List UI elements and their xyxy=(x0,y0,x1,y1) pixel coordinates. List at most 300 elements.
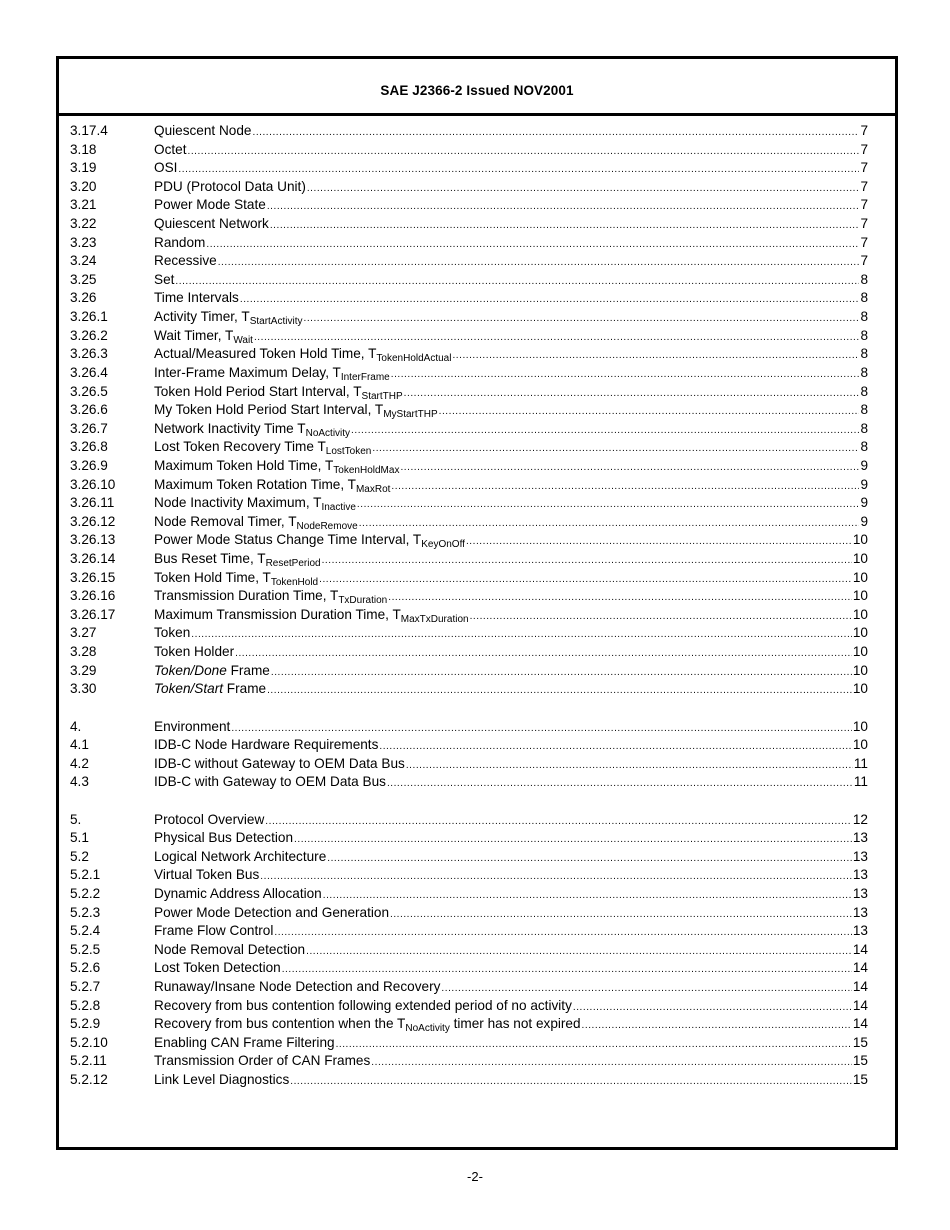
toc-entry-title xyxy=(154,1071,289,1090)
toc-entry[interactable] xyxy=(70,606,868,625)
toc-entry-number: 3.26.1 xyxy=(70,309,108,325)
toc-dot-leader xyxy=(218,254,860,273)
toc-entry[interactable] xyxy=(70,959,868,978)
toc-entry-title xyxy=(154,959,281,978)
toc-entry-number: 3.30 xyxy=(70,681,97,697)
toc-entry-title-text: Runaway/Insane Node Detection and Recovery xyxy=(154,979,441,995)
toc-entry-number: 4.3 xyxy=(70,774,89,790)
toc-entry-page: 7 xyxy=(860,160,868,176)
toc-dot-leader xyxy=(252,124,859,143)
toc-entry-title xyxy=(154,215,269,234)
toc-entry-title-italic: Token/Done xyxy=(154,662,227,678)
toc-dot-leader xyxy=(274,924,852,943)
toc-entry-title xyxy=(154,773,386,792)
toc-entry-title xyxy=(154,345,451,366)
toc-entry-number: 3.26.7 xyxy=(70,420,108,436)
toc-entry[interactable] xyxy=(70,327,868,346)
toc-entry-title-text: Virtual Token Bus xyxy=(154,867,260,883)
toc-entry-number: 3.20 xyxy=(70,178,97,194)
toc-entry-title xyxy=(154,1052,370,1071)
toc-entry-page: 13 xyxy=(852,904,868,920)
toc-entry-title xyxy=(154,922,273,941)
toc-entry-number: 4.1 xyxy=(70,737,89,753)
toc-entry-title xyxy=(154,178,306,197)
toc-entry[interactable] xyxy=(70,662,868,681)
toc-entry-title xyxy=(154,457,399,478)
toc-entry[interactable] xyxy=(70,420,868,439)
toc-entry[interactable] xyxy=(70,978,868,997)
toc-entry-title xyxy=(154,866,259,885)
toc-entry[interactable] xyxy=(70,550,868,569)
toc-entry-number: 3.26.12 xyxy=(70,513,116,529)
toc-entry[interactable] xyxy=(70,885,868,904)
toc-dot-leader xyxy=(336,1036,852,1055)
toc-dot-leader xyxy=(270,217,860,236)
toc-entry-number: 3.26.17 xyxy=(70,606,116,622)
toc-entry-title-text: Maximum Transmission Duration Time, T xyxy=(154,606,401,622)
toc-entry[interactable] xyxy=(70,587,868,606)
toc-entry-title xyxy=(154,811,264,830)
toc-entry-title-text: Transmission Duration Time, T xyxy=(154,588,339,604)
toc-dot-leader xyxy=(260,868,852,887)
toc-dot-leader xyxy=(267,682,852,701)
toc-entry-page: 8 xyxy=(860,346,868,362)
toc-entry-title-text: Transmission Order of CAN Frames xyxy=(154,1053,371,1069)
toc-entry-title xyxy=(154,904,389,923)
toc-entry-number: 5.2.1 xyxy=(70,867,101,883)
toc-entry-page: 14 xyxy=(852,960,868,976)
toc-entry-title xyxy=(154,848,326,867)
toc-entry-number: 3.26.2 xyxy=(70,327,108,343)
toc-entry-title-text: IDB-C with Gateway to OEM Data Bus xyxy=(154,774,386,790)
toc-entry-page: 10 xyxy=(852,532,868,548)
toc-entry-number: 5.1 xyxy=(70,830,89,846)
toc-entry-number: 3.26 xyxy=(70,290,97,306)
toc-entry-title xyxy=(154,978,440,997)
toc-entry-title xyxy=(154,885,322,904)
toc-entry-number: 3.26.15 xyxy=(70,569,116,585)
toc-entry-number: 3.26.11 xyxy=(70,495,115,511)
toc-entry-title-text: Power Mode Status Change Time Interval, T xyxy=(154,532,422,548)
toc-entry-page: 13 xyxy=(852,923,868,939)
toc-dot-leader xyxy=(452,347,859,366)
toc-entry-page: 7 xyxy=(860,197,868,213)
toc-entry-number: 4.2 xyxy=(70,755,89,771)
toc-entry[interactable] xyxy=(70,196,868,215)
toc-entry-subscript: LostToken xyxy=(325,446,372,458)
toc-entry-subscript: StartActivity xyxy=(249,316,303,328)
toc-dot-leader xyxy=(390,906,852,925)
toc-entry-subscript: NoActivity xyxy=(305,427,351,439)
toc-entry[interactable] xyxy=(70,736,868,755)
toc-dot-leader xyxy=(271,664,852,683)
toc-entry-subscript: TokenHoldActual xyxy=(376,353,452,365)
toc-entry-subscript: MaxTxDuration xyxy=(400,613,469,625)
toc-entry-title-text: Set xyxy=(154,271,175,287)
toc-entry-subscript: Inactive xyxy=(321,502,356,514)
toc-dot-leader xyxy=(466,533,852,552)
toc-entry-subscript: MyStartTHP xyxy=(383,409,438,421)
toc-entry-page: 10 xyxy=(852,681,868,697)
toc-entry-page: 8 xyxy=(860,271,868,287)
toc-entry[interactable] xyxy=(70,904,868,923)
toc-entry-title-text: Power Mode State xyxy=(154,197,266,213)
toc-entry-page: 10 xyxy=(852,569,868,585)
toc-entry-title-text: Enabling CAN Frame Filtering xyxy=(154,1034,335,1050)
toc-entry-title xyxy=(154,1015,581,1036)
toc-entry[interactable] xyxy=(70,215,868,234)
toc-entry-title-text: Inter-Frame Maximum Delay, T xyxy=(154,364,341,380)
toc-entry-subscript: Wait xyxy=(233,334,253,346)
toc-entry-number: 5.2 xyxy=(70,848,89,864)
toc-dot-leader xyxy=(387,775,853,794)
toc-entry-page: 15 xyxy=(852,1072,868,1088)
toc-entry-title xyxy=(154,587,387,608)
toc-entry[interactable] xyxy=(70,122,868,141)
toc-entry-number: 3.22 xyxy=(70,216,97,232)
toc-entry-number: 3.26.13 xyxy=(70,532,116,548)
toc-dot-leader xyxy=(323,887,852,906)
toc-entry-title xyxy=(154,159,177,178)
toc-entry-title-text: Node Removal Detection xyxy=(154,941,306,957)
document-title: SAE J2366-2 Issued NOV2001 xyxy=(380,82,574,98)
toc-entry[interactable] xyxy=(70,401,868,420)
toc-dot-leader xyxy=(307,180,860,199)
toc-dot-leader xyxy=(357,496,860,515)
toc-entry-number: 5.2.12 xyxy=(70,1072,108,1088)
toc-dot-leader xyxy=(391,366,860,385)
toc-entry[interactable] xyxy=(70,308,868,327)
toc-entry-title xyxy=(154,755,405,774)
toc-dot-leader xyxy=(573,999,852,1018)
toc-entry-title-text: Token Holder xyxy=(154,644,235,660)
toc-entry[interactable] xyxy=(70,476,868,495)
toc-entry[interactable] xyxy=(70,383,868,402)
toc-entry-subscript: MaxRot xyxy=(355,483,391,495)
toc-entry-title-text: Maximum Token Rotation Time, T xyxy=(154,476,356,492)
toc-entry-page: 10 xyxy=(852,644,868,660)
toc-entry[interactable] xyxy=(70,159,868,178)
toc-entry-page: 14 xyxy=(852,941,868,957)
toc-entry-number: 5.2.7 xyxy=(70,979,101,995)
toc-entry-page: 10 xyxy=(852,737,868,753)
toc-entry-title-text: PDU (Protocol Data Unit) xyxy=(154,178,306,194)
toc-entry-title xyxy=(154,941,305,960)
toc-entry-number: 3.26.4 xyxy=(70,364,108,380)
toc-entry-title-text: Actual/Measured Token Hold Time, T xyxy=(154,346,377,362)
toc-entry[interactable] xyxy=(70,234,868,253)
toc-dot-leader xyxy=(327,850,852,869)
toc-entry[interactable] xyxy=(70,271,868,290)
toc-entry-page: 9 xyxy=(860,513,868,529)
toc-entry-number: 3.26.14 xyxy=(70,551,116,567)
toc-entry[interactable] xyxy=(70,624,868,643)
toc-dot-leader xyxy=(379,738,851,757)
toc-entry-number: 3.26.10 xyxy=(70,476,116,492)
toc-entry-title-text: Quiescent Network xyxy=(154,216,269,232)
toc-dot-leader xyxy=(400,459,859,478)
toc-entry-title xyxy=(154,606,469,627)
toc-entry-number: 3.26.16 xyxy=(70,588,116,604)
toc-gap xyxy=(70,792,868,811)
toc-entry-page: 10 xyxy=(852,662,868,678)
toc-entry-page: 14 xyxy=(852,979,868,995)
toc-entry-title-text: Dynamic Address Allocation xyxy=(154,885,322,901)
toc-entry-title xyxy=(154,1034,335,1053)
toc-entry[interactable] xyxy=(70,531,868,550)
toc-entry-title xyxy=(154,308,302,329)
toc-entry-title-text: Time Intervals xyxy=(154,290,239,306)
toc-entry-title-text: Wait Timer, T xyxy=(154,327,234,343)
toc-entry-title xyxy=(154,736,378,755)
toc-entry-page: 10 xyxy=(852,606,868,622)
toc-entry-title-text: Lost Token Recovery Time T xyxy=(154,439,326,455)
toc-entry-page: 12 xyxy=(852,811,868,827)
table-of-contents xyxy=(70,122,868,1090)
toc-entry[interactable] xyxy=(70,513,868,532)
toc-entry-number: 5.2.6 xyxy=(70,960,101,976)
toc-entry-title xyxy=(154,289,239,308)
toc-entry-page: 7 xyxy=(860,178,868,194)
toc-entry[interactable] xyxy=(70,178,868,197)
toc-entry-number: 3.26.3 xyxy=(70,346,108,362)
toc-entry-title-text: IDB-C Node Hardware Requirements xyxy=(154,737,379,753)
toc-entry-number: 5.2.5 xyxy=(70,941,101,957)
toc-entry-subscript: StartTHP xyxy=(361,390,403,402)
toc-entry-page: 10 xyxy=(852,625,868,641)
toc-entry-number: 3.26.6 xyxy=(70,402,108,418)
toc-entry-title-text: Random xyxy=(154,234,206,250)
toc-entry[interactable] xyxy=(70,848,868,867)
toc-dot-leader xyxy=(191,626,852,645)
toc-entry-page: 8 xyxy=(860,402,868,418)
toc-entry-number: 3.19 xyxy=(70,160,97,176)
toc-entry-page: 9 xyxy=(860,495,868,511)
toc-entry-title-text: Recovery from bus contention following extended period of no activity xyxy=(154,997,572,1013)
toc-entry[interactable] xyxy=(70,718,868,737)
toc-entry-number: 3.26.8 xyxy=(70,439,108,455)
toc-entry-page: 7 xyxy=(860,234,868,250)
toc-entry-title xyxy=(154,420,350,441)
toc-entry[interactable] xyxy=(70,773,868,792)
toc-entry-title-text: Frame Flow Control xyxy=(154,923,274,939)
toc-entry[interactable] xyxy=(70,941,868,960)
toc-entry[interactable] xyxy=(70,141,868,160)
toc-entry-number: 5.2.11 xyxy=(70,1053,107,1069)
toc-entry[interactable] xyxy=(70,1034,868,1053)
toc-entry[interactable] xyxy=(70,643,868,662)
toc-entry-number: 5.2.3 xyxy=(70,904,101,920)
toc-entry[interactable] xyxy=(70,364,868,383)
toc-entry-number: 3.25 xyxy=(70,271,97,287)
toc-entry-subscript: KeyOnOff xyxy=(421,539,465,551)
toc-entry-title-text: Logical Network Architecture xyxy=(154,848,327,864)
toc-entry[interactable] xyxy=(70,811,868,830)
toc-entry-title-text: Token xyxy=(154,625,191,641)
toc-entry-page: 10 xyxy=(852,588,868,604)
toc-entry-title xyxy=(154,476,390,497)
toc-entry-page: 7 xyxy=(860,216,868,232)
toc-entry-title xyxy=(154,997,572,1016)
toc-dot-leader xyxy=(206,236,859,255)
toc-dot-leader xyxy=(406,757,853,776)
toc-entry-page: 9 xyxy=(860,457,868,473)
toc-entry-page: 14 xyxy=(852,1016,868,1032)
toc-entry[interactable] xyxy=(70,252,868,271)
toc-entry-title xyxy=(154,252,217,271)
toc-dot-leader xyxy=(235,645,852,664)
toc-entry[interactable] xyxy=(70,829,868,848)
toc-entry-title xyxy=(154,401,438,422)
toc-entry-page: 13 xyxy=(852,830,868,846)
toc-entry[interactable] xyxy=(70,755,868,774)
toc-entry-number: 5.2.8 xyxy=(70,997,101,1013)
toc-entry-page: 11 xyxy=(853,774,868,790)
toc-entry-title-text: Bus Reset Time, T xyxy=(154,551,266,567)
toc-entry-title-text: Node Inactivity Maximum, T xyxy=(154,495,322,511)
toc-dot-leader xyxy=(265,813,852,832)
toc-entry-number: 3.23 xyxy=(70,234,97,250)
toc-entry-number: 3.28 xyxy=(70,644,97,660)
document-header xyxy=(59,59,895,116)
toc-entry-number: 3.26.9 xyxy=(70,457,108,473)
toc-dot-leader xyxy=(391,478,859,497)
toc-entry-subscript: TokenHoldMax xyxy=(333,464,400,476)
toc-entry-page: 8 xyxy=(860,364,868,380)
toc-entry-number: 3.17.4 xyxy=(70,123,108,138)
toc-entry-page: 7 xyxy=(860,253,868,269)
toc-entry[interactable] xyxy=(70,345,868,364)
toc-entry-title xyxy=(154,680,266,699)
toc-entry-title xyxy=(154,383,403,404)
toc-entry-title-text: Frame xyxy=(226,662,270,678)
toc-entry-title xyxy=(154,718,230,737)
toc-entry-title xyxy=(154,141,186,160)
toc-dot-leader xyxy=(404,385,860,404)
toc-entry-subscript: ResetPeriod xyxy=(265,558,321,570)
toc-entry-number: 5.2.2 xyxy=(70,885,101,901)
toc-entry[interactable] xyxy=(70,569,868,588)
toc-entry-title-text: Recessive xyxy=(154,253,217,269)
toc-entry-title xyxy=(154,531,465,552)
toc-entry[interactable] xyxy=(70,1071,868,1090)
toc-dot-leader xyxy=(372,440,859,459)
toc-entry-title-italic: Token/Start xyxy=(154,681,224,697)
toc-entry-title-text: Protocol Overview xyxy=(154,811,265,827)
toc-entry-title-text: Lost Token Detection xyxy=(154,960,281,976)
toc-entry-title xyxy=(154,271,174,290)
toc-entry-title xyxy=(154,829,293,848)
toc-entry-title-text: Link Level Diagnostics xyxy=(154,1072,290,1088)
toc-entry-number: 3.21 xyxy=(70,197,97,213)
toc-entry-page: 9 xyxy=(860,476,868,492)
toc-entry-number: 5.2.4 xyxy=(70,923,101,939)
page-number: -2- xyxy=(467,1169,483,1184)
toc-entry[interactable] xyxy=(70,866,868,885)
toc-entry-title xyxy=(154,550,321,571)
page-frame xyxy=(56,56,898,1150)
toc-entry-number: 3.26.5 xyxy=(70,383,108,399)
toc-entry-page: 14 xyxy=(852,997,868,1013)
toc-dot-leader xyxy=(303,310,859,329)
toc-dot-leader xyxy=(322,552,852,571)
toc-entry-page: 13 xyxy=(852,867,868,883)
toc-dot-leader xyxy=(187,143,859,162)
toc-entry-title-text: Quiescent Node xyxy=(154,123,252,138)
toc-entry-title-text: Recovery from bus contention when the T xyxy=(154,1016,406,1032)
toc-entry-title xyxy=(154,569,318,590)
toc-entry[interactable] xyxy=(70,997,868,1016)
toc-entry-page: 8 xyxy=(860,309,868,325)
toc-entry-page: 11 xyxy=(853,755,868,771)
toc-entry-title-text: Power Mode Detection and Generation xyxy=(154,904,390,920)
toc-entry[interactable] xyxy=(70,680,868,699)
toc-entry-number: 4. xyxy=(70,718,82,734)
toc-entry[interactable] xyxy=(70,494,868,513)
toc-entry-page: 7 xyxy=(860,141,868,157)
toc-entry-subscript: InterFrame xyxy=(340,371,390,383)
toc-entry-title xyxy=(154,494,356,515)
toc-entry[interactable] xyxy=(70,922,868,941)
toc-entry-title-text: Octet xyxy=(154,141,187,157)
toc-entry-page: 8 xyxy=(860,290,868,306)
toc-dot-leader xyxy=(306,943,852,962)
toc-entry-page: 10 xyxy=(852,551,868,567)
toc-entry-subscript: NodeRemove xyxy=(296,520,358,532)
toc-entry[interactable] xyxy=(70,438,868,457)
toc-entry-title-text: Token Hold Time, T xyxy=(154,569,271,585)
toc-entry-title-text: OSI xyxy=(154,160,178,176)
toc-entry-title-text: Physical Bus Detection xyxy=(154,830,294,846)
toc-entry[interactable] xyxy=(70,1015,868,1034)
toc-entry-title-text: My Token Hold Period Start Interval, T xyxy=(154,402,384,418)
toc-entry-title-text: Frame xyxy=(223,681,267,697)
toc-entry[interactable] xyxy=(70,1052,868,1071)
toc-entry-page: 8 xyxy=(860,383,868,399)
toc-entry-number: 3.18 xyxy=(70,141,97,157)
toc-entry-page: 13 xyxy=(852,848,868,864)
toc-entry-title xyxy=(154,513,358,534)
toc-entry-title xyxy=(154,662,270,681)
toc-entry-title-text: IDB-C without Gateway to OEM Data Bus xyxy=(154,755,405,771)
toc-entry-title xyxy=(154,122,251,141)
toc-entry-subscript: TokenHold xyxy=(270,576,319,588)
toc-entry-subscript: TxDuration xyxy=(338,595,388,607)
toc-entry-page: 8 xyxy=(860,420,868,436)
toc-entry-number: 3.27 xyxy=(70,625,97,641)
toc-dot-leader xyxy=(175,273,859,292)
toc-entry-page: 7 xyxy=(860,123,868,138)
toc-dot-leader xyxy=(371,1054,852,1073)
toc-entry-number: 5. xyxy=(70,811,82,827)
toc-entry-page: 15 xyxy=(852,1053,868,1069)
toc-dot-leader xyxy=(439,403,860,422)
toc-dot-leader xyxy=(267,198,860,217)
toc-entry-title xyxy=(154,438,371,459)
toc-dot-leader xyxy=(290,1073,852,1092)
toc-entry-title xyxy=(154,196,266,215)
toc-entry-title-text: Environment xyxy=(154,718,231,734)
toc-entry-number: 5.2.9 xyxy=(70,1016,101,1032)
toc-entry[interactable] xyxy=(70,457,868,476)
toc-entry-title-text: Maximum Token Hold Time, T xyxy=(154,457,334,473)
toc-dot-leader xyxy=(319,571,852,590)
toc-entry[interactable] xyxy=(70,289,868,308)
toc-entry-number: 3.29 xyxy=(70,662,97,678)
toc-dot-leader xyxy=(470,608,852,627)
toc-entry-title-text: Token Hold Period Start Interval, T xyxy=(154,383,362,399)
toc-dot-leader xyxy=(294,831,852,850)
